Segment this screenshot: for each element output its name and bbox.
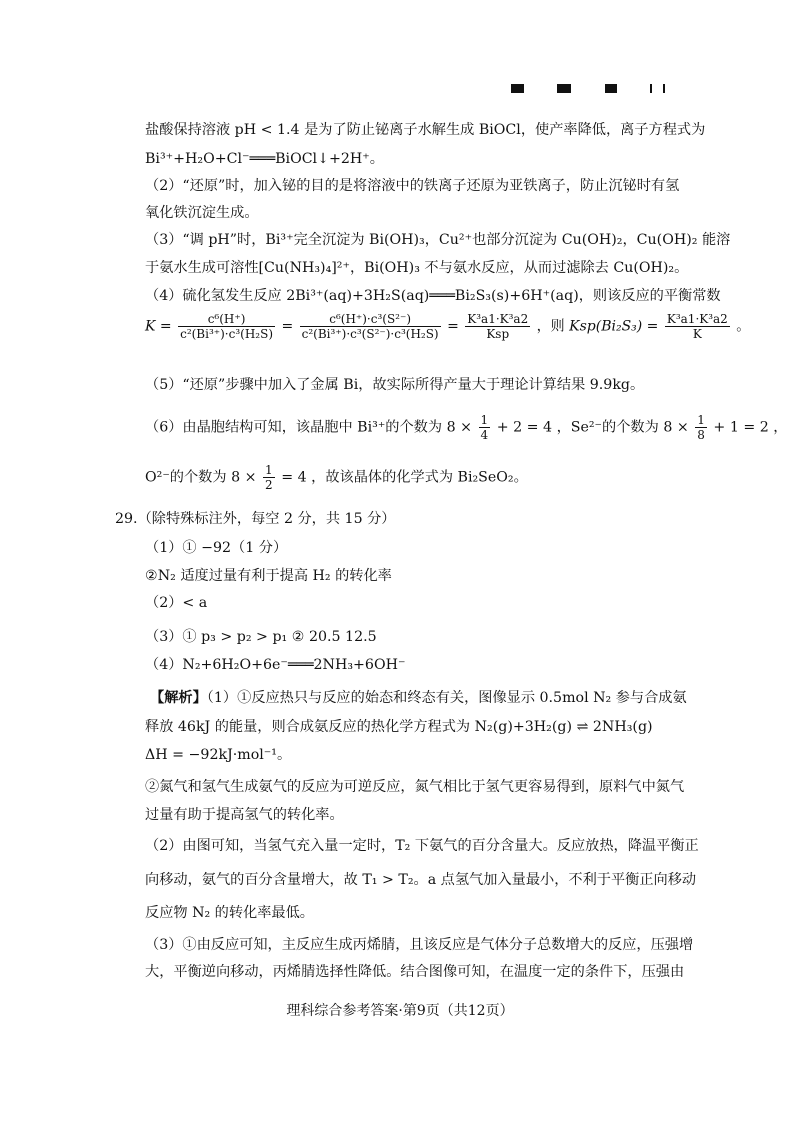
text-line: （2）由图可知，当氢气充入量一定时，T₂ 下氨气的百分含量大。反应放热，降温平衡正 — [145, 838, 699, 854]
fraction — [665, 312, 730, 341]
text-line: ②氮气和氢气生成氨气的反应为可逆反应，氮气相比于氢气更容易得到，原料气中氮气 — [145, 779, 685, 795]
math-text: 8 × — [663, 419, 689, 436]
text-line — [145, 463, 528, 492]
numerator: 1 — [480, 413, 489, 427]
numerator: c⁶(H⁺) — [178, 312, 275, 327]
math-text: 8 × — [446, 419, 473, 436]
header-tick — [650, 84, 652, 93]
analysis-label: 【解析】 — [150, 690, 207, 706]
text: （1）①反应热只与反应的始态和终态有关，图像显示 0.5mol N₂ 参与合成氨 — [206, 690, 687, 706]
fraction — [263, 463, 275, 492]
text: ， — [773, 419, 788, 436]
text: ，则 — [536, 318, 565, 335]
answer-line: （1）① −92（1 分） — [145, 540, 288, 556]
fraction — [695, 413, 707, 442]
text-line — [150, 688, 687, 708]
denominator: Ksp — [486, 327, 510, 341]
text: ，故该晶体的化学式为 Bi₂SeO₂。 — [311, 469, 528, 486]
text-line: 盐酸保持溶液 pH < 1.4 是为了防止铋离子水解生成 BiOCl，使产率降低，离子方程式为 — [145, 122, 706, 138]
text: O²⁻的个数为 — [145, 469, 227, 486]
fraction — [479, 413, 491, 442]
numerator: K³a1·K³a2 — [467, 312, 529, 326]
text-line: 过量有助于提高氢气的转化率。 — [145, 807, 344, 823]
text-line: 氧化铁沉淀生成。 — [145, 205, 259, 221]
text-line: 大，平衡逆向移动，丙烯腈选择性降低。结合图像可知，在温度一定的条件下，压强由 — [145, 964, 685, 980]
math-text: = — [281, 318, 294, 335]
denominator: 8 — [697, 428, 705, 442]
text-line: 向移动，氨气的百分含量增大，故 T₁ > T₂。a 点氢气加入量最小，不利于平衡正向移动 — [145, 872, 697, 888]
answer-line: （4）N₂+6H₂O+6e⁻═══2NH₃+6OH⁻ — [145, 657, 406, 673]
numerator: K³a1·K³a2 — [666, 312, 728, 326]
denominator: 2 — [265, 478, 273, 492]
denominator: c²(Bi³⁺)·c³(S²⁻)·c³(H₂S) — [301, 327, 439, 341]
math-text: + 2 = 4 — [496, 419, 553, 436]
text-line: （2）“还原”时，加入铋的目的是将溶液中的铁离子还原为亚铁离子，防止沉铋时有氢 — [145, 178, 680, 194]
text-line: ΔH = −92kJ·mol⁻¹。 — [145, 747, 292, 763]
denominator: 4 — [480, 428, 489, 442]
text-line — [145, 413, 788, 442]
text-line: （3）“调 pH”时，Bi³⁺完全沉淀为 Bi(OH)₃，Cu²⁺也部分沉淀为 Cu(OH)₂，Cu(OH)₂ 能溶 — [145, 232, 731, 248]
math-text: = — [447, 318, 459, 335]
text: ，Se²⁻的个数为 — [556, 419, 659, 436]
numerator: c⁶(H⁺)·c³(S²⁻) — [300, 312, 441, 327]
equilibrium-constant-equation — [145, 312, 750, 341]
text-line: （3）①由反应可知，主反应生成丙烯腈，且该反应是气体分子总数增大的反应，压强增 — [145, 937, 694, 953]
denominator: K — [692, 327, 702, 341]
answer-line: （2）< a — [145, 595, 208, 611]
answer-line: （3）① p₃ > p₂ > p₁ ② 20.5 12.5 — [145, 629, 377, 645]
text: 。 — [736, 318, 751, 335]
math-text: 8 × — [231, 469, 257, 486]
fraction — [178, 312, 275, 341]
header-mark — [557, 84, 571, 93]
header-tick — [663, 84, 665, 93]
text-line: Bi³⁺+H₂O+Cl⁻═══BiOCl↓+2H⁺。 — [145, 151, 384, 167]
text-line: 于氨水生成可溶性[Cu(NH₃)₄]²⁺，Bi(OH)₃ 不与氨水反应，从而过滤除去 Cu(OH)₂。 — [145, 260, 689, 276]
math-text: K = — [145, 318, 172, 335]
page-footer: 理科综合参考答案·第9页（共12页） — [286, 1003, 514, 1019]
text-line: 释放 46kJ 的能量，则合成氨反应的热化学方程式为 N₂(g)+3H₂(g) ⇌ 2NH₃(g) — [145, 719, 653, 735]
text-line: （5）“还原”步骤中加入了金属 Bi，故实际所得产量大于理论计算结果 9.9kg。 — [145, 377, 645, 393]
text-line: 反应物 N₂ 的转化率最低。 — [145, 905, 314, 921]
header-mark — [605, 84, 617, 93]
fraction — [465, 312, 530, 341]
fraction — [300, 312, 441, 341]
math-text: = 4 — [281, 469, 307, 486]
numerator: 1 — [697, 413, 705, 427]
answer-line: ②N₂ 适度过量有利于提高 H₂ 的转化率 — [145, 568, 392, 584]
header-mark — [511, 84, 524, 93]
math-text: Ksp(Bi₂S₃) = — [569, 318, 659, 335]
text-line: （4）硫化氢发生反应 2Bi³⁺(aq)+3H₂S(aq)═══Bi₂S₃(s)+6H⁺(aq)，则该反应的平衡常数 — [145, 288, 721, 304]
text: （6）由晶胞结构可知，该晶胞中 Bi³⁺的个数为 — [145, 419, 443, 436]
numerator: 1 — [265, 463, 273, 477]
question-header: 29.（除特殊标注外，每空 2 分，共 15 分） — [115, 511, 396, 527]
math-text: + 1 = 2 — [713, 419, 769, 436]
denominator: c²(Bi³⁺)·c³(H₂S) — [180, 327, 273, 341]
